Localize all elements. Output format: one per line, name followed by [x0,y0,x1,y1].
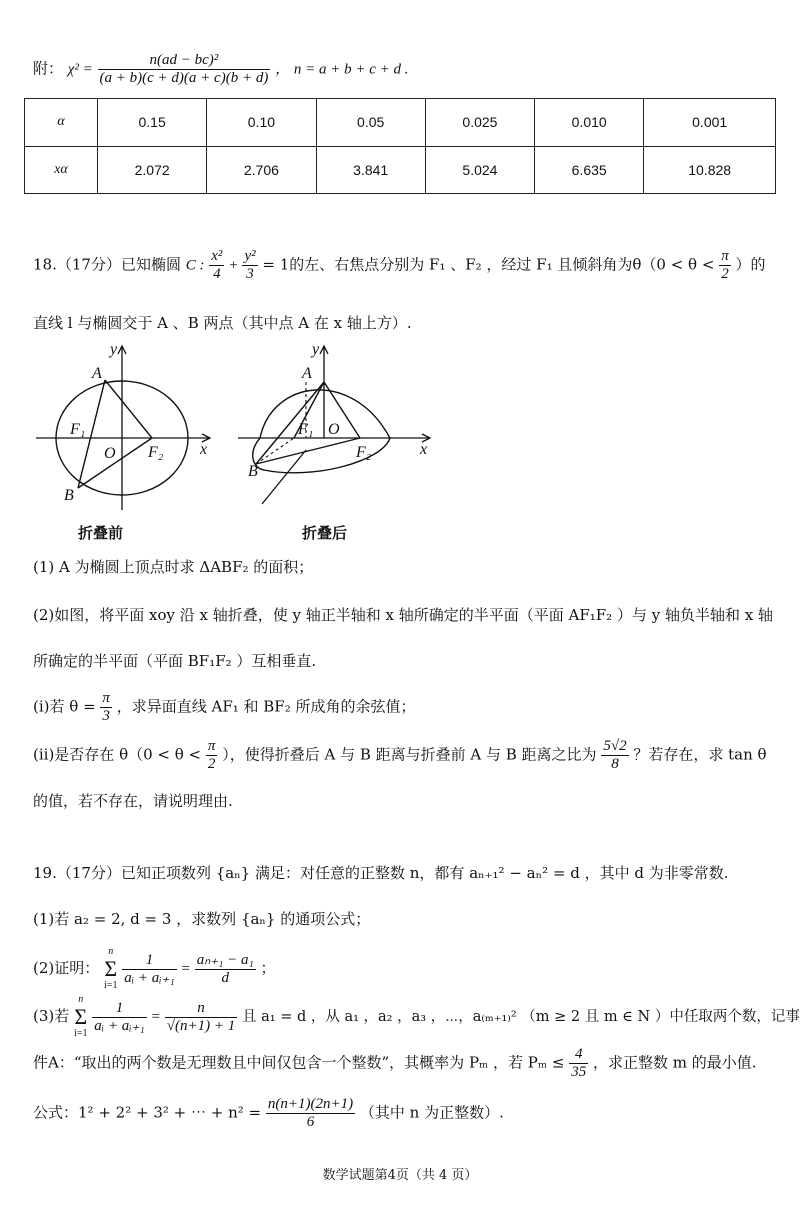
fraction-denominator: 35 [571,1064,587,1080]
pi-half-fraction [206,738,218,773]
q19-text: (2)证明： [33,959,100,977]
label-B: B [64,487,74,504]
caption-before: 折叠前 [78,524,124,542]
fraction-denominator: 2 [721,266,729,282]
table-cell: 0.001 [644,99,776,147]
figure-before-folding [28,340,228,520]
sum-upper: n [78,994,84,1005]
page-footer: 数学试题第4页（共 4 页） [322,1168,478,1183]
fraction-denominator: 3 [102,708,110,724]
label-F1: F₁ [298,421,314,438]
pi-half-fraction [719,248,731,283]
result-fraction [195,952,256,987]
q18-line1 [33,248,766,283]
q18-part-ii [33,738,767,773]
table-row-head: α [25,99,98,147]
q19-text: 公式：1² + 2² + 3² + ⋯ + n² = [33,1103,262,1122]
sum-of-squares-formula [33,1096,504,1131]
label-F2: F₂ [148,444,164,461]
sigma-symbol: Σ [74,1004,88,1029]
triangle-ABF2 [78,380,152,488]
fraction-numerator: 4 [569,1046,588,1064]
chi-denominator: (a + b)(c + d)(a + c)(b + d) [99,70,269,86]
q18-text: (i)若 θ = [33,697,96,716]
sigma-symbol: Σ [104,956,118,981]
probability-bound-fraction [569,1046,588,1081]
q18-text: ），使得折叠后 A 与 B 距离与折叠前 A 与 B 距离之比为 [222,745,597,764]
fraction-numerator: π [207,738,216,754]
q18-text: ，求异面直线 AF₁ 和 BF₂ 所成角的余弦值； [116,697,416,716]
equals-sign: = [181,961,190,977]
appendix-formula [33,52,409,87]
fraction-numerator: π [721,248,729,264]
summation [74,994,87,1040]
y-fraction [242,248,257,283]
q18-line2: 直线 l 与椭圆交于 A 、B 两点（其中点 A 在 x 轴上方）. [33,314,412,332]
table-cell: 5.024 [425,146,534,194]
q19-text: 件A：“取出的两个数是无理数且中间仅包含一个整数”，其概率为 Pₘ ，若 Pₘ ≤ [33,1053,565,1072]
axes [36,346,210,510]
q19-part3 [33,994,800,1040]
table-cell: 2.706 [207,146,316,194]
label-O: O [328,421,340,438]
fraction-numerator: aₙ₊₁ − a₁ [196,951,254,968]
critical-value-table [24,98,776,194]
fraction-denominator: aᵢ + aᵢ₊₁ [94,1017,145,1034]
segment-AF2 [105,380,152,438]
table-row [25,146,776,194]
q18-part1: (1) A 为椭圆上顶点时求 ΔABF₂ 的面积； [33,558,314,576]
chi-numerator: n(ad − bc)² [98,52,271,70]
figure-after-folding [232,340,442,520]
q19-part3-line2 [33,1046,757,1081]
fraction-denominator: aᵢ + aᵢ₊₁ [124,969,175,986]
folded-y-axis [262,450,306,504]
fraction-numerator: y² [244,248,256,264]
plus-sign: + [229,257,238,274]
label-y: y [110,341,118,358]
fraction-denominator: 8 [611,756,619,772]
label-y: y [312,341,320,358]
q19-part1: (1)若 a₂ = 2, d = 3 ，求数列 {aₙ} 的通项公式； [33,910,371,928]
q18-part-i [33,690,416,725]
fraction-numerator: 1 [122,952,177,970]
fraction-denominator: 6 [306,1114,315,1130]
upper-half-ellipse [260,390,390,438]
q18-text: = 1的左、右焦点分别为 F₁ 、F₂ ，经过 F₁ 且倾斜角为θ（0 < θ < [262,255,715,274]
q18-text: ）的 [735,255,766,274]
label-A: A [302,365,312,382]
sum-upper: n [108,946,114,957]
root-fraction [165,1000,237,1035]
chi-square-fraction [98,52,271,87]
fraction-numerator: 5√2 [603,738,627,754]
segment-AB [256,382,324,464]
table-cell: 0.15 [98,99,207,147]
table-cell: 6.635 [535,146,644,194]
table-cell: 0.10 [207,99,316,147]
label-F2: F₂ [356,444,372,461]
q19-text: 且 a₁ = d ，从 a₁ ，a₂ ，a₃ ，⋯，a₍ₘ₊₁₎² （m ≥ 2 且 m ∈ N ）中任取两个数，记事 [242,1009,800,1025]
table-cell: 0.010 [535,99,644,147]
reciprocal-fraction [122,952,177,987]
caption-after: 折叠后 [302,524,348,542]
fraction-denominator: 4 [213,266,221,282]
label-F1: F₁ [70,421,86,438]
ratio-fraction [601,738,628,773]
q19-text: （其中 n 为正整数）. [359,1103,504,1122]
table-cell: 3.841 [316,146,425,194]
summation [104,946,117,992]
label-B: B [248,463,258,480]
q19-text: ； [260,959,276,977]
q19-text: ，求正整数 m 的最小值. [592,1053,757,1072]
reciprocal-fraction [92,1000,147,1035]
q18-part2-line2: 所确定的半平面（平面 BF₁F₂ ）互相垂直. [33,652,317,670]
q18-text: 18.（17分）已知椭圆 [33,255,181,274]
q18-text: ？若存在，求 tan θ [633,745,767,764]
equals-sign: = [151,1009,160,1025]
table-cell: 0.025 [425,99,534,147]
table-cell: 2.072 [98,146,207,194]
table-row [25,99,776,147]
table-row-head: xα [25,146,98,194]
segment-BF2 [256,438,360,464]
q19-text: (3)若 [33,1007,70,1025]
label-x: x [200,441,208,458]
label-x: x [420,441,428,458]
fraction-numerator: π [102,690,110,706]
q18-part2-line1: (2)如图，将平面 xoy 沿 x 轴折叠，使 y 轴正半轴和 x 轴所确定的半平面（平面 AF₁F₂ ）与 y 轴负半轴和 x 轴 [33,606,773,624]
appendix-label: 附： [33,59,64,78]
ellipse-name: C : [185,257,205,274]
table-cell: 10.828 [644,146,776,194]
label-A: A [92,365,102,382]
fraction-numerator: x² [211,248,223,264]
fraction-denominator: d [221,969,229,986]
pi-third-fraction [100,690,112,725]
chi-square-symbol: χ² = [67,61,93,78]
q18-text: (ii)是否存在 θ（0 < θ < [33,745,202,764]
table-cell: 0.05 [316,99,425,147]
sum-lower: i=1 [74,1028,88,1039]
fraction-denominator: √(n+1) + 1 [166,1017,236,1034]
fraction-denominator: 3 [246,266,254,282]
fraction-numerator: n(n+1)(2n+1) [267,1096,354,1112]
sum-lower: i=1 [104,980,118,991]
x-fraction [209,248,224,283]
q19-part2 [33,946,276,992]
fraction-numerator: n [165,1000,237,1018]
label-O: O [104,445,116,462]
n-definition: ， n = a + b + c + d . [275,61,409,78]
formula-fraction [266,1096,355,1131]
q18-part-ii-end: 的值，若不存在，请说明理由. [33,792,233,810]
fraction-numerator: 1 [92,1000,147,1018]
fraction-denominator: 2 [207,756,216,772]
q19-line1: 19.（17分）已知正项数列 {aₙ} 满足：对任意的正整数 n，都有 aₙ₊₁² − aₙ² = d ，其中 d 为非零常数. [33,864,729,882]
